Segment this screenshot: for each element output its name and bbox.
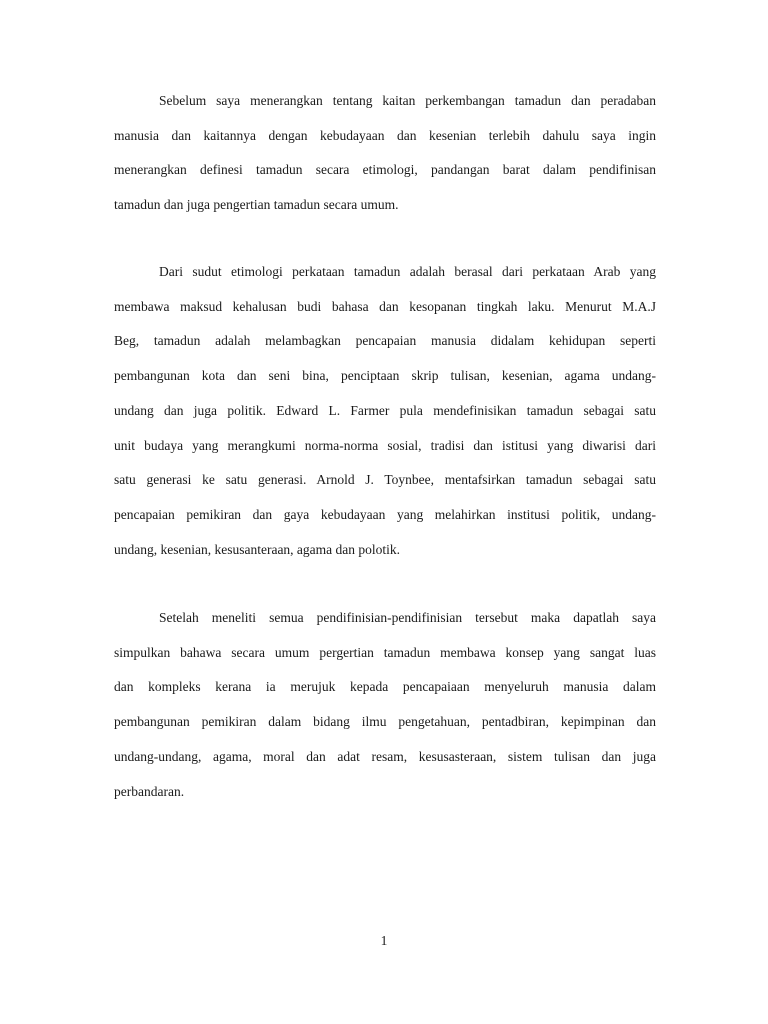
paragraph-3-line: pembangunan pemikiran dalam bidang ilmu pengetahuan, pentadbiran, kepimpinan dan bbox=[114, 714, 656, 730]
paragraph-3-line: dan kompleks kerana ia merujuk kepada pencapaiaan menyeluruh manusia dalam bbox=[114, 679, 656, 695]
paragraph-2-line: Beg, tamadun adalah melambagkan pencapaian manusia didalam kehidupan seperti bbox=[114, 333, 656, 349]
paragraph-2-line: Dari sudut etimologi perkataan tamadun adalah berasal dari perkataan Arab yang bbox=[159, 264, 656, 279]
paragraph-1-line: tamadun dan juga pengertian tamadun secara umum. bbox=[114, 197, 399, 213]
paragraph-3-line: simpulkan bahawa secara umum pergertian tamadun membawa konsep yang sangat luas bbox=[114, 644, 656, 660]
paragraph-1-line: Sebelum saya menerangkan tentang kaitan perkembangan tamadun dan peradaban bbox=[159, 93, 656, 108]
paragraph-1-line: menerangkan definesi tamadun secara etimologi, pandangan barat dalam pendifinisan bbox=[114, 162, 656, 178]
paragraph-2-line: pencapaian pemikiran dan gaya kebudayaan yang melahirkan institusi politik, undang- bbox=[114, 506, 656, 522]
page-number: 1 bbox=[380, 933, 388, 948]
paragraph-2-line: undang, kesenian, kesusanteraan, agama dan polotik. bbox=[114, 541, 401, 557]
paragraph-3-line: undang-undang, agama, moral dan adat resam, kesusasteraan, sistem tulisan dan juga bbox=[114, 748, 656, 764]
paragraph-2-line: unit budaya yang merangkumi norma-norma sosial, tradisi dan istitusi yang diwarisi dari bbox=[114, 437, 656, 453]
paragraph-2-line: pembangunan kota dan seni bina, penciptaan skrip tulisan, kesenian, agama undang- bbox=[114, 368, 656, 384]
paragraph-2-line: undang dan juga politik. Edward L. Farmer pula mendefinisikan tamadun sebagai satu bbox=[114, 402, 656, 418]
paragraph-1-line: manusia dan kaitannya dengan kebudayaan dan kesenian terlebih dahulu saya ingin bbox=[114, 127, 656, 143]
paragraph-2-line: satu generasi ke satu generasi. Arnold J. Toynbee, mentafsirkan tamadun sebagai satu bbox=[114, 472, 656, 488]
paragraph-2-line: membawa maksud kehalusan budi bahasa dan kesopanan tingkah laku. Menurut M.A.J bbox=[114, 298, 656, 314]
paragraph-3-line: Setelah meneliti semua pendifinisian-pendifinisian tersebut maka dapatlah saya bbox=[159, 610, 656, 625]
paragraph-3-line: perbandaran. bbox=[114, 783, 185, 799]
